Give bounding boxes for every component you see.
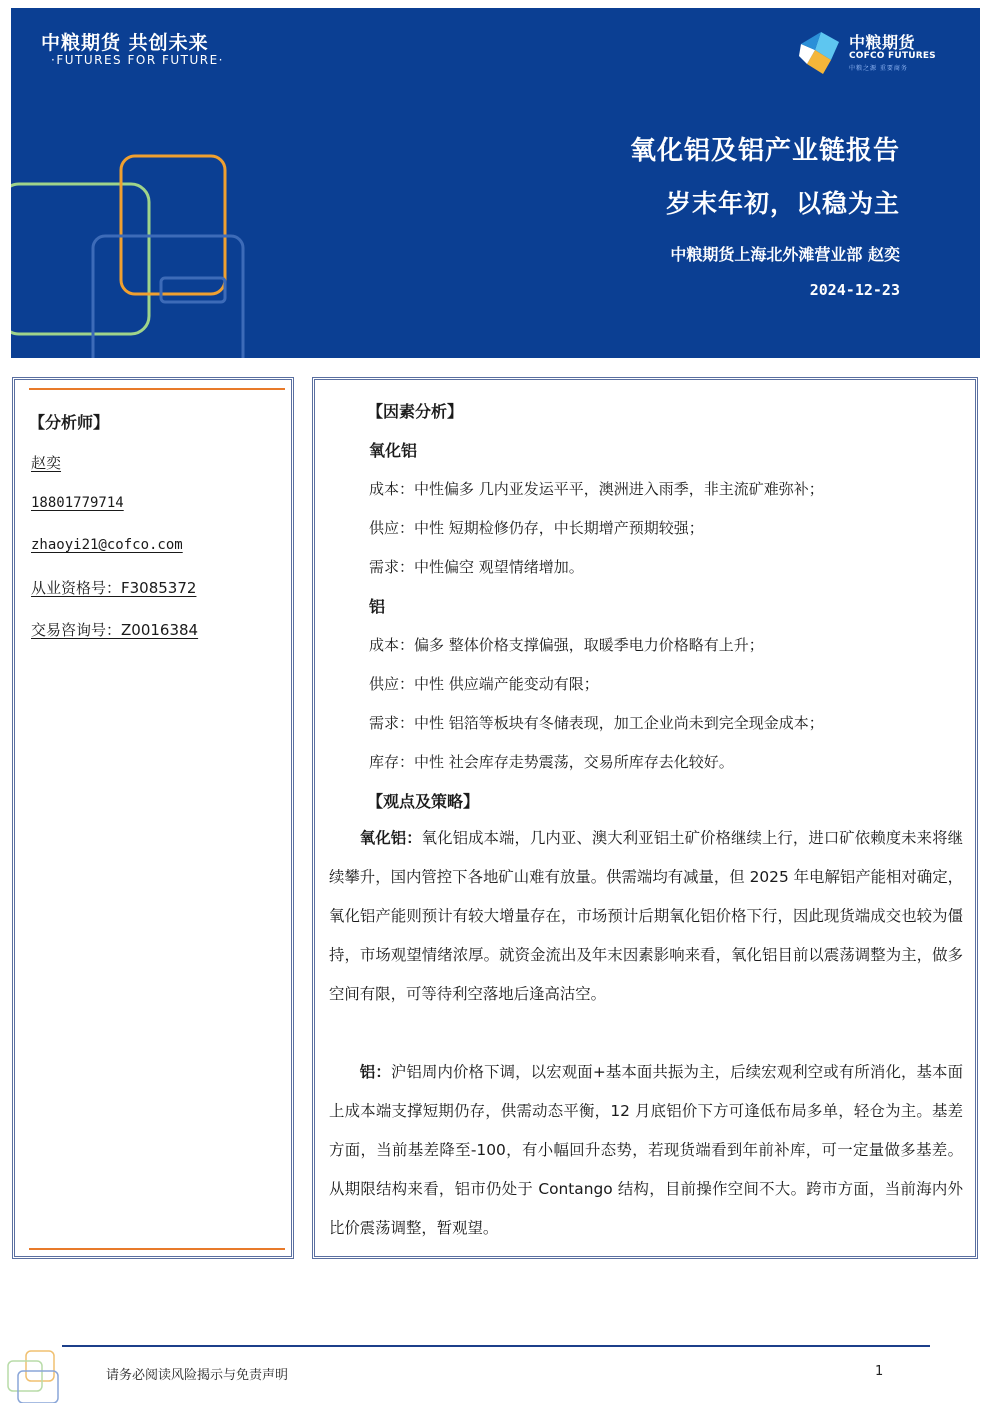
footer-decorative-frames-graphic: [0, 1347, 60, 1403]
logo-name-en: COFCO FUTURES: [849, 51, 936, 61]
brand-tagline: 中粮期货 共创未来: [41, 32, 209, 54]
decorative-frames-graphic: [11, 148, 251, 358]
report-title: 氧化铝及铝产业链报告: [629, 136, 900, 166]
logo-name-cn: 中粮期货: [849, 33, 916, 52]
page-number: 1: [875, 1364, 884, 1379]
alumina-demand-factor: 需求：中性偏空 观望情绪增加。: [369, 558, 584, 576]
aluminum-heading: 铝: [369, 597, 386, 616]
aluminum-inventory-factor: 库存：中性 社会库存走势震荡，交易所库存去化较好。: [369, 753, 734, 771]
aluminum-strategy-label: 铝：: [359, 1063, 391, 1081]
analyst-heading: 【分析师】: [29, 413, 110, 432]
analysis-panel: [312, 377, 978, 1259]
alumina-strategy-label: 氧化铝：: [359, 829, 422, 847]
alumina-heading: 氧化铝: [369, 441, 418, 460]
report-author: 中粮期货上海北外滩营业部 赵奕: [670, 245, 900, 264]
alumina-cost-factor: 成本：中性偏多 几内亚发运平平，澳洲进入雨季，非主流矿难弥补；: [369, 480, 824, 498]
analyst-email-link[interactable]: zhaoyi21@cofco.com: [31, 537, 183, 553]
alumina-supply-factor: 供应：中性 短期检修仍存，中长期增产预期较强；: [369, 519, 704, 537]
report-date: 2024-12-23: [809, 281, 900, 299]
analyst-name: 赵奕: [31, 454, 62, 472]
logo-slogan: 中粮之源 重要商务: [849, 65, 908, 72]
brand-tagline-en: ·FUTURES FOR FUTURE·: [51, 53, 224, 67]
strategy-heading: 【观点及策略】: [367, 792, 480, 811]
divider: [29, 388, 285, 390]
aluminum-strategy-text: 沪铝周内价格下调，以宏观面+基本面共振为主，后续宏观利空或有所消化，基本面上成本端支撑短期仍存，供需动态平衡，12 月底铝价下方可逢低布局多单，轻仓为主。基差方面，当前基差降至-100，有小幅回升态势，若现货端看到年前补库，可一定量做多基差。从期限结构来看，铝市仍处于 Contango 结构，目前操作空间不大。跨市方面，当前海内外比价震荡调整，暂观望。: [329, 1063, 963, 1237]
report-subtitle: 岁末年初，以稳为主: [665, 189, 900, 218]
analyst-panel: [12, 377, 294, 1259]
aluminum-demand-factor: 需求：中性 铝箔等板块有冬储表现，加工企业尚未到完全现金成本；: [369, 714, 824, 732]
consulting-number: 交易咨询号：Z0016384: [31, 621, 199, 639]
footer-divider: [62, 1345, 930, 1347]
analyst-phone: 18801779714: [31, 495, 124, 511]
aluminum-strategy-paragraph: [329, 1053, 963, 1248]
header-banner: [11, 8, 980, 358]
divider: [29, 1248, 285, 1250]
alumina-strategy-paragraph: [329, 819, 963, 1014]
qualification-number: 从业资格号：F3085372: [31, 579, 197, 597]
factor-analysis-heading: 【因素分析】: [367, 402, 464, 421]
alumina-strategy-text: 氧化铝成本端，几内亚、澳大利亚铝土矿价格继续上行，进口矿依赖度未来将继续攀升，国内管控下各地矿山难有放量。供需端均有减量，但 2025 年电解铝产能相对确定，氧化铝产能则预计有较大增量存在，市场预计后期氧化铝价格下行，因此现货端成交也较为僵持，市场观望情绪浓厚。就资金流出及年末因素影响来看，氧化铝目前以震荡调整为主，做多空间有限，可等待利空落地后逢高沽空。: [329, 829, 963, 1003]
cofco-logo-icon: [797, 30, 843, 76]
aluminum-cost-factor: 成本：偏多 整体价格支撑偏强，取暖季电力价格略有上升；: [369, 636, 764, 654]
aluminum-supply-factor: 供应：中性 供应端产能变动有限；: [369, 675, 599, 693]
disclaimer-link[interactable]: 请务必阅读风险揭示与免责声明: [106, 1368, 289, 1383]
